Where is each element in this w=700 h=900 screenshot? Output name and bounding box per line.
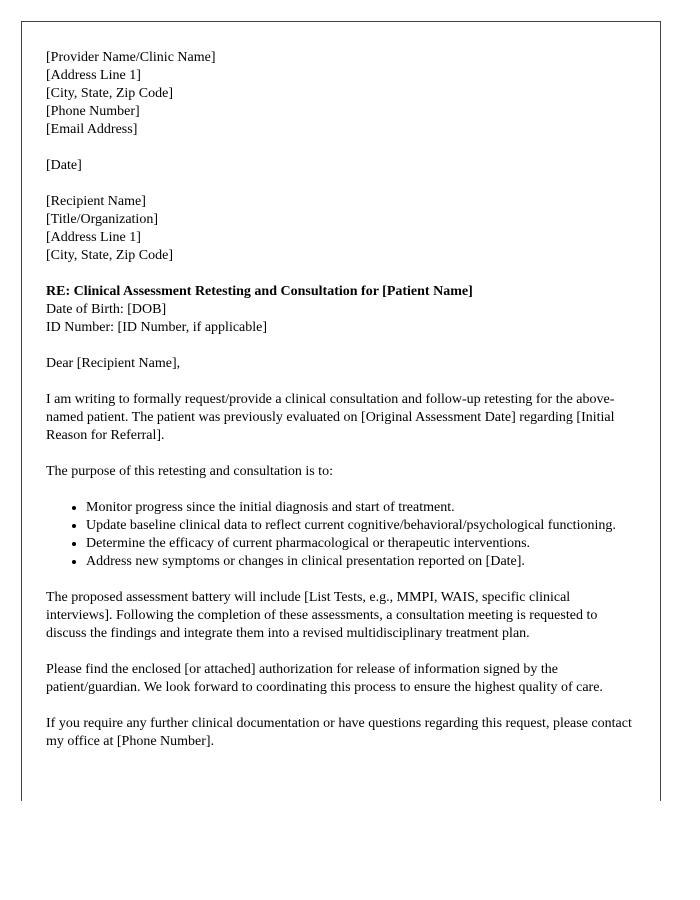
- recipient-line-name: [Recipient Name]: [46, 194, 146, 209]
- subject-id-line: ID Number: [ID Number, if applicable]: [46, 320, 268, 335]
- paragraph-battery: The proposed assessment battery will include [List Tests, e.g., MMPI, WAIS, specific clinical interviews]. Following the completion of these assessments, a consultation meeting is requested to discuss the findings and integrate them into a revised multidisciplinary treatment plan.: [46, 590, 598, 641]
- paragraph-authorization: Please find the enclosed [or attached] authorization for release of information signed by the patient/guardian. We look forward to coordinating this process to ensure the highest quality of care.: [46, 662, 603, 695]
- sender-line-provider: [Provider Name/Clinic Name]: [46, 50, 216, 65]
- letter-date: [Date]: [46, 158, 82, 173]
- subject-re-line: RE: Clinical Assessment Retesting and Consultation for [Patient Name]: [46, 284, 473, 299]
- sender-address-block: [46, 49, 636, 139]
- purpose-bullet-list: [46, 499, 636, 571]
- sender-line-address: [Address Line 1]: [46, 68, 141, 83]
- sender-line-city: [City, State, Zip Code]: [46, 86, 174, 101]
- recipient-line-address: [Address Line 1]: [46, 230, 141, 245]
- recipient-line-city: [City, State, Zip Code]: [46, 248, 174, 263]
- subject-block: [46, 283, 636, 337]
- bullet-item-determine: • Determine the efficacy of current pharmacological or therapeutic interventions.: [86, 535, 636, 553]
- salutation: Dear [Recipient Name],: [46, 356, 181, 371]
- bullet-item-monitor: • Monitor progress since the initial diagnosis and start of treatment.: [86, 499, 636, 517]
- subject-dob-line: Date of Birth: [DOB]: [46, 302, 167, 317]
- bullet-item-update: • Update baseline clinical data to reflect current cognitive/behavioral/psychological functioning.: [86, 517, 636, 535]
- recipient-address-block: [46, 193, 636, 265]
- recipient-line-title: [Title/Organization]: [46, 212, 158, 227]
- sender-line-email: [Email Address]: [46, 122, 138, 137]
- document-page: [21, 21, 661, 801]
- sender-line-phone: [Phone Number]: [46, 104, 140, 119]
- paragraph-purpose-lead: The purpose of this retesting and consultation is to:: [46, 464, 333, 479]
- paragraph-intro: I am writing to formally request/provide a clinical consultation and follow-up retesting for the above-named patient. The patient was previously evaluated on [Original Assessment Date] regarding [Initial Reason for Referral].: [46, 392, 615, 443]
- paragraph-closing: If you require any further clinical documentation or have questions regarding this request, please contact my office at [Phone Number].: [46, 716, 632, 749]
- bullet-item-address: • Address new symptoms or changes in clinical presentation reported on [Date].: [86, 553, 636, 571]
